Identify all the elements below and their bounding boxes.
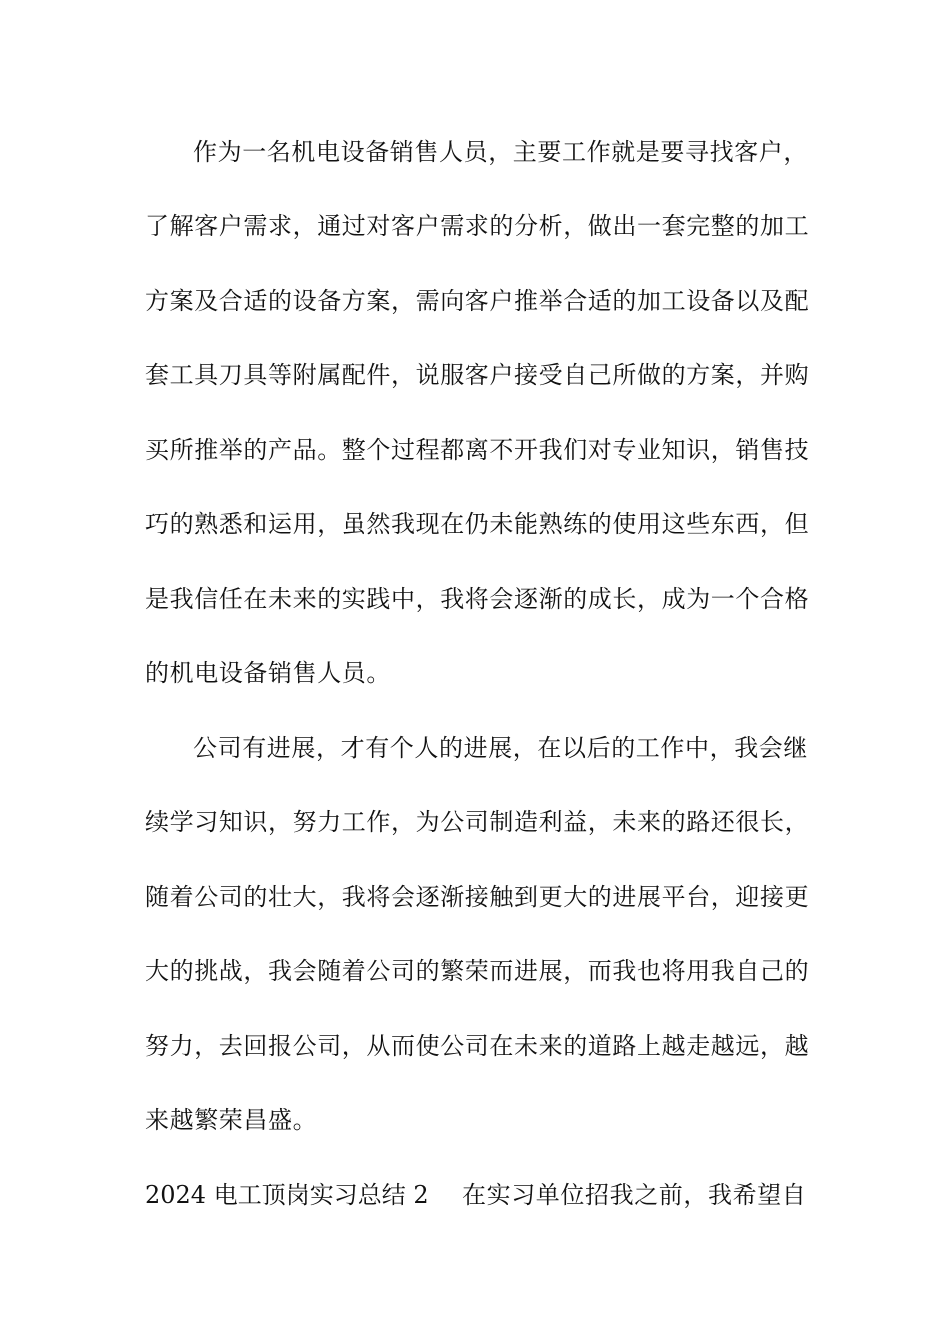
paragraph-line: 续学习知识，努力工作，为公司制造利益，未来的路还很长， bbox=[145, 808, 810, 836]
paragraph-line: 是我信任在未来的实践中，我将会逐渐的成长，成为一个合格 bbox=[145, 585, 810, 613]
paragraph-line: 随着公司的壮大，我将会逐渐接触到更大的进展平台，迎接更 bbox=[145, 883, 810, 911]
paragraph-line: 公司有进展，才有个人的进展，在以后的工作中，我会继 bbox=[193, 734, 808, 762]
paragraph-line: 了解客户需求，通过对客户需求的分析，做出一套完整的加工 bbox=[145, 212, 810, 240]
paragraph-line: 方案及合适的设备方案，需向客户推举合适的加工设备以及配 bbox=[145, 287, 810, 315]
paragraph-line: 在实习单位招我之前，我希望自 bbox=[462, 1181, 807, 1209]
paragraph-line: 巧的熟悉和运用，虽然我现在仍未能熟练的使用这些东西，但 bbox=[145, 510, 810, 538]
section-2-first-line bbox=[145, 1179, 805, 1211]
paragraph-line: 买所推举的产品。整个过程都离不开我们对专业知识，销售技 bbox=[145, 436, 810, 464]
paragraph-line: 套工具刀具等附属配件，说服客户接受自己所做的方案，并购 bbox=[145, 361, 810, 389]
paragraph-line: 作为一名机电设备销售人员，主要工作就是要寻找客户， bbox=[193, 138, 808, 166]
paragraph-line: 来越繁荣昌盛。 bbox=[145, 1106, 318, 1134]
section-heading: 2024 电工顶岗实习总结 2 bbox=[145, 1181, 429, 1209]
paragraph-line: 的机电设备销售人员。 bbox=[145, 659, 391, 687]
paragraph-line: 大的挑战，我会随着公司的繁荣而进展，而我也将用我自己的 bbox=[145, 957, 810, 985]
paragraph-line: 努力，去回报公司，从而使公司在未来的道路上越走越远，越 bbox=[145, 1032, 810, 1060]
